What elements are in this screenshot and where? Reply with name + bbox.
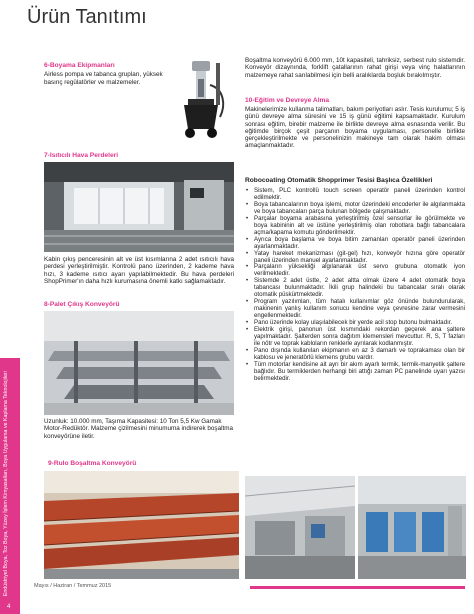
section-10-heading: 10-Eğitim ve Devreye Alma <box>245 97 330 104</box>
list-item: • Pano dışında kullanılan ekipmanın en az 3 damarlı ve toprakaması olan bir kablosu ve jeneratörlü klemens grubu vardır. <box>245 348 465 362</box>
list-item: • Sistem, PLC kontrollü touch screen operatör paneli üzerinden kontrol edilmektir. <box>245 188 465 202</box>
list-item: • Tüm motorlar kendisine ait ayrı bir akım ayarlı termik, termik-manyetik şaltere bağlıdır. Bu termiklerden herhangi biri attığı zaman PC panelinde uyarı yazısı belirmektedir. <box>245 362 465 383</box>
section-6-heading: 6-Boyama Ekipmanları <box>44 62 115 69</box>
list-item: • Pano üzerinde kolay ulaşılabilecek bir yerde acil stop butonu bulmaktadır. <box>245 320 465 327</box>
section-9-heading: 9-Rulo Boşaltma Konveyörü <box>48 460 137 467</box>
list-item: • Boya tabancalarının boya işlemi, motor üzerindeki encoderler ile algılanmakta ve boya tabancaları parça bulunan bölgede çalışmaktadır. <box>245 202 465 216</box>
section-7-heading: 7-Isıtıcılı Hava Perdeleri <box>44 152 119 159</box>
section-8-heading: 8-Palet Çıkış Konveyörü <box>44 301 120 308</box>
list-item: • Parçaların yüksekliği algılanarak üst servo grubuna otomatik iyon verilmektedir. <box>245 264 465 278</box>
footer-accent-line <box>250 586 465 589</box>
section-6-text: Airless pompa ve tabanca grupları, yüksek basınç regülatörler ve malzemeler. <box>44 71 163 87</box>
sidebar-strip <box>0 358 20 614</box>
sidebar-text: Endüstriyel Boya, Toz Boya, Yüzey İşlem Kimyasalları, Boya Uygulama ve Kaplama Teknolojileri <box>3 370 9 596</box>
footer-date: Mayıs / Haziran / Temmuz 2015 <box>34 583 112 589</box>
list-item: • Yatay hareket mekanizması (git-gel) hızı, konveyör hızına göre operatör paneli üzerinden manuel ayarlanmaktadır. <box>245 251 465 265</box>
list-item: • Ayrıca boya başlama ve boya bitim zamanları operatör paneli üzerinden ayarlanmaktadır. <box>245 237 465 251</box>
section-8-text: Uzunluk: 10.000 mm, Taşıma Kapasitesi: 10 Ton 5,5 Kw Gamak Motor-Redüktör. Malzeme çizilmesini minumuma indirerek boşaltma konveyörüne iletir. <box>44 418 233 440</box>
features-list <box>245 188 465 383</box>
section-10-text: Makinelerimize kullanma talimatları, bakım periyotları aslır. Tesis kurulumu; 5 iş günü devreye alma süresini ve 15 iş günü eğitimi kapsamaktadır. Kurulum sonrası eğitim, birebir malzeme ile birlikte devreye alma esnasında verilir. Bu eğitimde birçok çeşit parçanın boyama uygulaması, personelle birlikte gerçekleştirilmekte ve personelinizin makineye tam olarak hakim olması amaçlanmaktadır. <box>245 106 466 150</box>
features-heading: Robocoating Otomatik Shopprimer Tesisi Başlıca Özellikleri <box>245 177 433 184</box>
column2-intro-text: Boşaltma konveyörü 6.000 mm, 10t kapasiteli, tahriksiz, serbest rulo sistemdir. Konveyör dizaynında, forklift çatallarının rahat girişi veya vinç halatlarının malzemeye rahat sarılabilmesi için belli aralıklarda boşluk bırakılmıştır. <box>245 57 465 79</box>
factory-interior-image-left <box>245 476 355 579</box>
list-item: • Program yazılımları, tüm hatalı kullanımlar göz önünde bulundurularak, makinenin yanlış kullanım sonucu kendine veya çevresine zarar vermesini engellenmektedir. <box>245 299 465 320</box>
page-title: Ürün Tanıtımı <box>27 6 147 28</box>
factory-interior-image-right <box>358 476 466 579</box>
list-item: • Sistemde 2 adet üstte, 2 adet altta olmak üzere 4 adet otomatik boya tabancası bulunmaktadır. İkili grup halindeki bu tabancalar sıralı olarak otomatik püskürtmektedir. <box>245 278 465 299</box>
section-7-text: Kabin çıkış penceresinin alt ve üst kısımlarına 2 adet ısıtıcılı hava perdesi yerleştirilmiştir. Kontrolü pano üzerinden, 2 kademe hava hızı, 3 kademe ısıtıcı ayarı yapılabilmektedir. Bu hava perdeleri ShopPrimer'ın daha hızlı kurumasına önemli katkı sağlamaktadır. <box>44 256 234 285</box>
list-item: • Parçalar boyama arabasına yerleştirilmiş özel sensorlar ile görülmekte ve boya kabininin alt ve üstüne yerleştirilmiş olan robotlara bağlı tabancalara açma/kapama komutu gönderilmektir. <box>245 216 465 237</box>
list-item: • Elektrik girişi, panonun üst kısmındaki rekordan geçerek ana şaltere yapılmaktadır. Şalterden sonra dağıtım klemensleri mevcuttur. R, S, T fazları ile nötr ve toprak kabloların renklerle ayrılarak kodlanmıştır. <box>245 327 465 348</box>
air-curtain-image <box>44 162 234 252</box>
page-number: 4 <box>7 604 11 610</box>
roll-conveyor-image <box>44 471 239 579</box>
pallet-conveyor-image <box>44 311 234 415</box>
spray-pump-image <box>172 55 234 141</box>
